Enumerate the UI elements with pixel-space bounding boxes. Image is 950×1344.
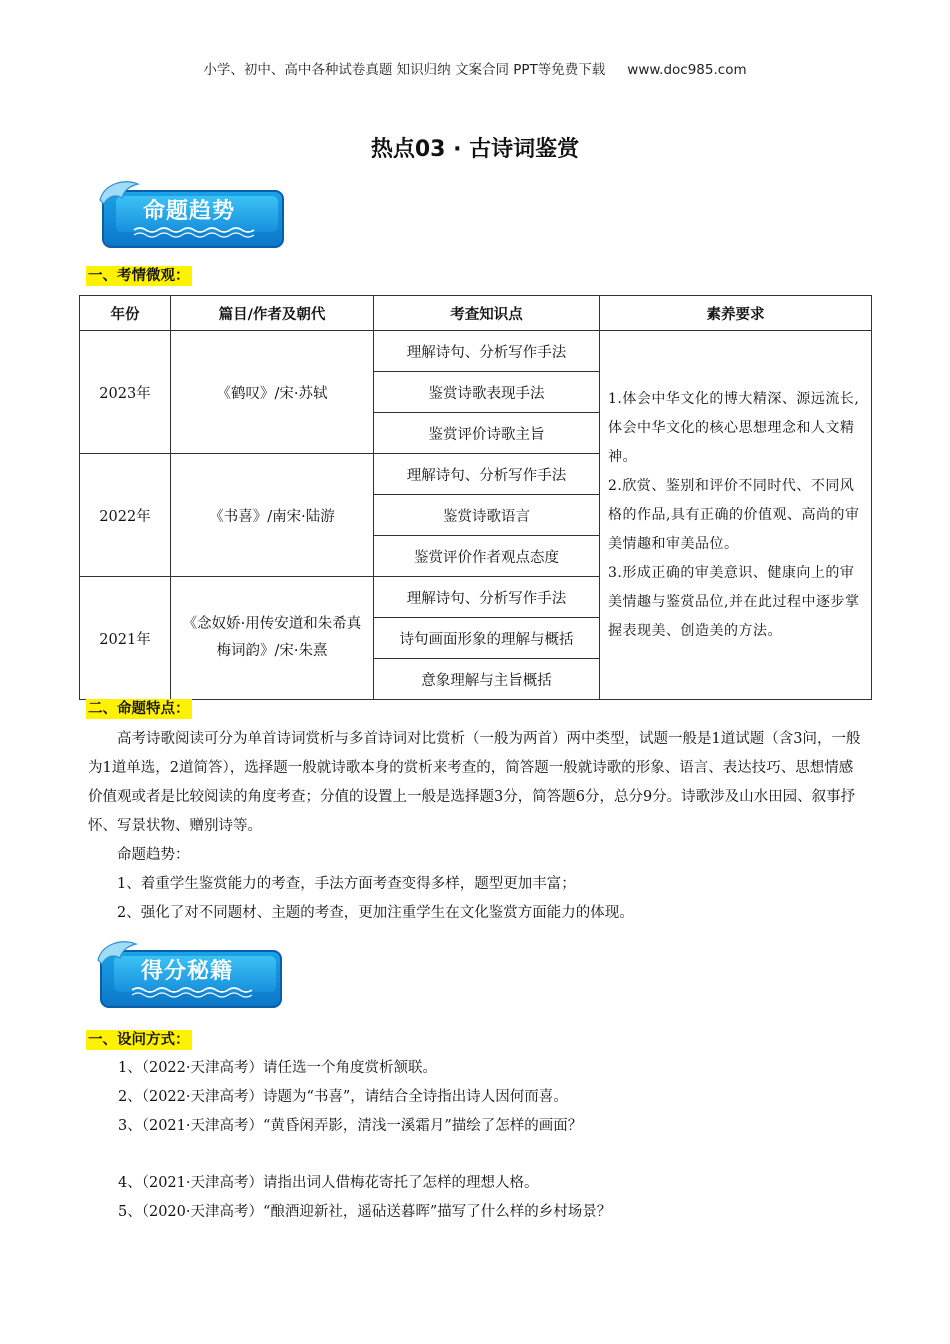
point-cell: 鉴赏诗歌表现手法 — [374, 372, 600, 413]
work-cell: 《书喜》/南宋·陆游 — [171, 454, 374, 577]
point-cell: 鉴赏评价作者观点态度 — [374, 536, 600, 577]
year-cell: 2023年 — [80, 331, 171, 454]
trend-badge — [94, 178, 284, 248]
question-item: 5、（2020·天津高考）“酿酒迎新社，遥砧送暮晖”描写了什么样的乡村场景？ — [118, 1204, 612, 1220]
features-paragraph: 高考诗歌阅读可分为单首诗词赏析与多首诗词对比赏析（一般为两首）两中类型，试题一般是1道试题（含3问，一般为1道单选，2道简答），选择题一般就诗歌本身的赏析来考查的，简答题一般就诗歌的形象、语言、表达技巧、思想情感价值观或者是比较阅读的角度考查；分值的设置上一般是选择题3分，简答题6分，总分9分。诗歌涉及山水田园、叙事抒怀、写景状物、赠别诗等。 — [88, 731, 861, 834]
section-heading-features: 二、命题特点： — [88, 701, 190, 717]
trend-item: 1、着重学生鉴赏能力的考查，手法方面考查变得多样，题型更加丰富； — [117, 876, 576, 892]
section-heading-questions: 一、设问方式： — [88, 1032, 190, 1048]
header-url[interactable]: www.doc985.com — [627, 62, 747, 78]
point-cell: 诗句画面形象的理解与概括 — [374, 618, 600, 659]
work-cell: 《念奴娇·用传安道和朱希真梅词韵》/宋·朱熹 — [171, 577, 374, 700]
features-body — [88, 725, 866, 928]
header-year: 年份 — [80, 296, 171, 331]
point-cell: 理解诗句、分析写作手法 — [374, 454, 600, 495]
page-title: 热点03 · 古诗词鉴赏 — [370, 137, 580, 162]
point-cell: 意象理解与主旨概括 — [374, 659, 600, 700]
question-item: 4、（2021·天津高考）请指出词人借梅花寄托了怎样的理想人格。 — [118, 1175, 539, 1191]
year-cell: 2021年 — [80, 577, 171, 700]
question-item: 3、（2021·天津高考）“黄昏闲弄影，清浅一溪霜月”描绘了怎样的画面？ — [118, 1118, 583, 1134]
question-item: 2、（2022·天津高考）诗题为“书喜”，请结合全诗指出诗人因何而喜。 — [118, 1089, 568, 1105]
trend-label: 命题趋势： — [117, 847, 190, 863]
point-cell: 理解诗句、分析写作手法 — [374, 577, 600, 618]
work-cell: 《鹤叹》/宋·苏轼 — [171, 331, 374, 454]
trend-item: 2、强化了对不同题材、主题的考查，更加注重学生在文化鉴赏方面能力的体现。 — [117, 905, 634, 921]
secrets-badge — [92, 938, 282, 1008]
requirement-item: 3.形成正确的审美意识、健康向上的审美情趣与鉴赏品位,并在此过程中逐步掌握表现美、创造美的方法。 — [608, 564, 860, 639]
table-header-row — [80, 296, 872, 331]
point-cell: 鉴赏评价诗歌主旨 — [374, 413, 600, 454]
section-heading-exam: 一、考情微观： — [88, 268, 190, 284]
header-points: 考查知识点 — [374, 296, 600, 331]
header-text: 小学、初中、高中各种试卷真题 知识归纳 文案合同 PPT等免费下载 — [203, 62, 606, 78]
point-cell: 理解诗句、分析写作手法 — [374, 331, 600, 372]
point-cell: 鉴赏诗歌语言 — [374, 495, 600, 536]
trend-badge-label: 命题趋势 — [142, 199, 235, 224]
requirement-item: 1.体会中华文化的博大精深、源远流长,体会中华文化的核心思想理念和人文精神。 — [608, 390, 860, 465]
exam-table — [79, 295, 872, 700]
requirements-cell — [600, 331, 872, 700]
requirement-item: 2.欣赏、鉴别和评价不同时代、不同风格的作品,具有正确的价值观、高尚的审美情趣和审美品位。 — [608, 477, 860, 552]
page-header — [0, 58, 950, 78]
header-work: 篇目/作者及朝代 — [171, 296, 374, 331]
header-requirements: 素养要求 — [600, 296, 872, 331]
table-row — [80, 331, 872, 372]
question-item: 1、（2022·天津高考）请任选一个角度赏析颔联。 — [118, 1060, 437, 1076]
secrets-badge-label: 得分秘籍 — [140, 959, 233, 984]
year-cell: 2022年 — [80, 454, 171, 577]
